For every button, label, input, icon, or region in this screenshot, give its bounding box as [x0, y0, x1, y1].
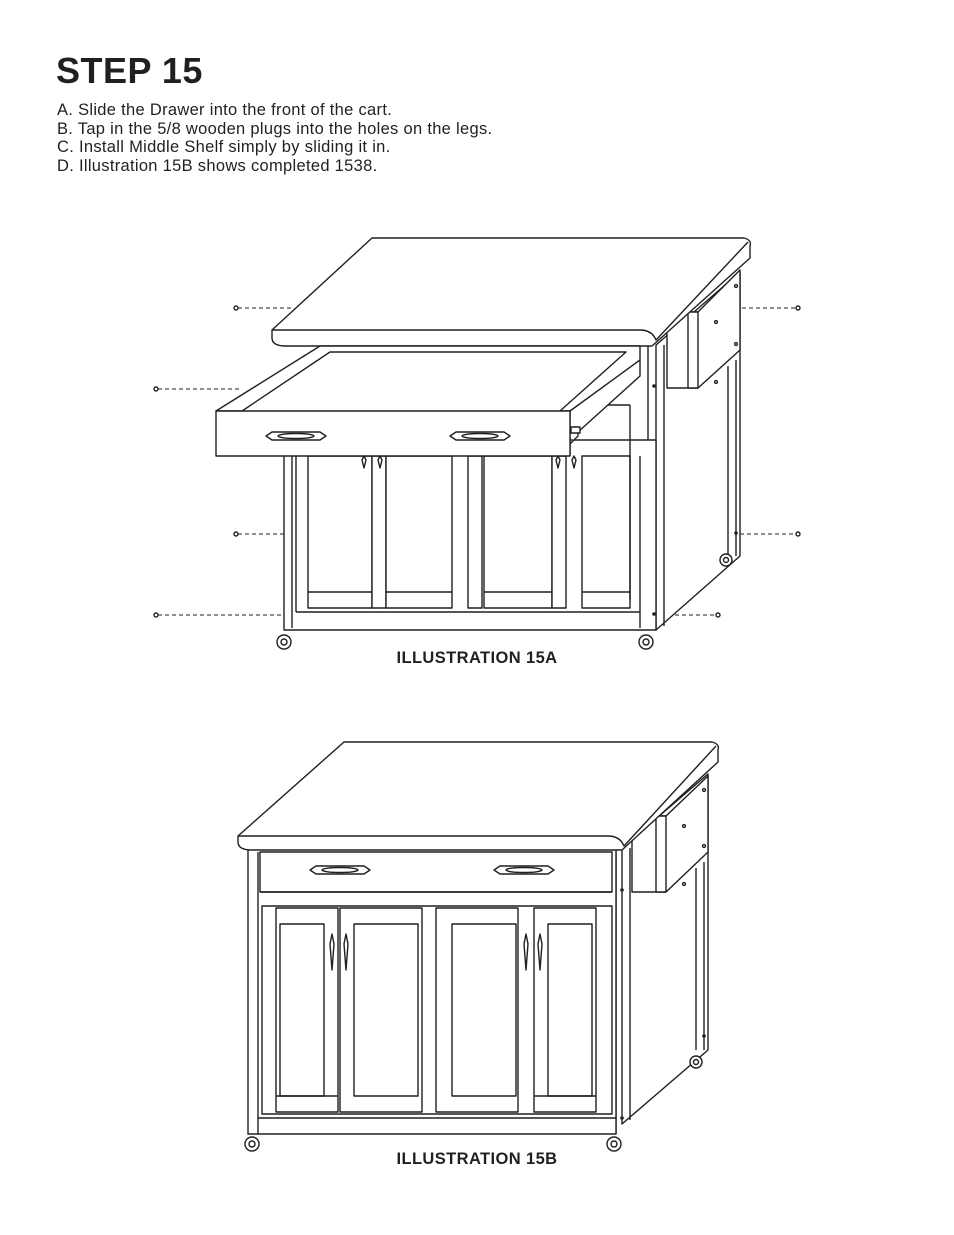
instruction-a: A. Slide the Drawer into the front of the cart.: [57, 101, 393, 119]
instruction-c: C. Install Middle Shelf simply by sliding it in.: [57, 138, 391, 156]
instruction-b: B. Tap in the 5/8 wooden plugs into the holes on the legs.: [57, 119, 493, 138]
cart-front: [248, 848, 616, 1134]
illustration-15a-caption: ILLUSTRATION 15A: [396, 649, 558, 667]
instruction-d: D. Illustration 15B shows completed 1538.: [57, 156, 378, 175]
illustration-15b: [0, 700, 954, 1200]
page-title: STEP 15: [56, 50, 203, 91]
illustration-15b-caption: ILLUSTRATION 15B: [396, 1150, 558, 1168]
cart-completed-drawing: [0, 700, 954, 1200]
